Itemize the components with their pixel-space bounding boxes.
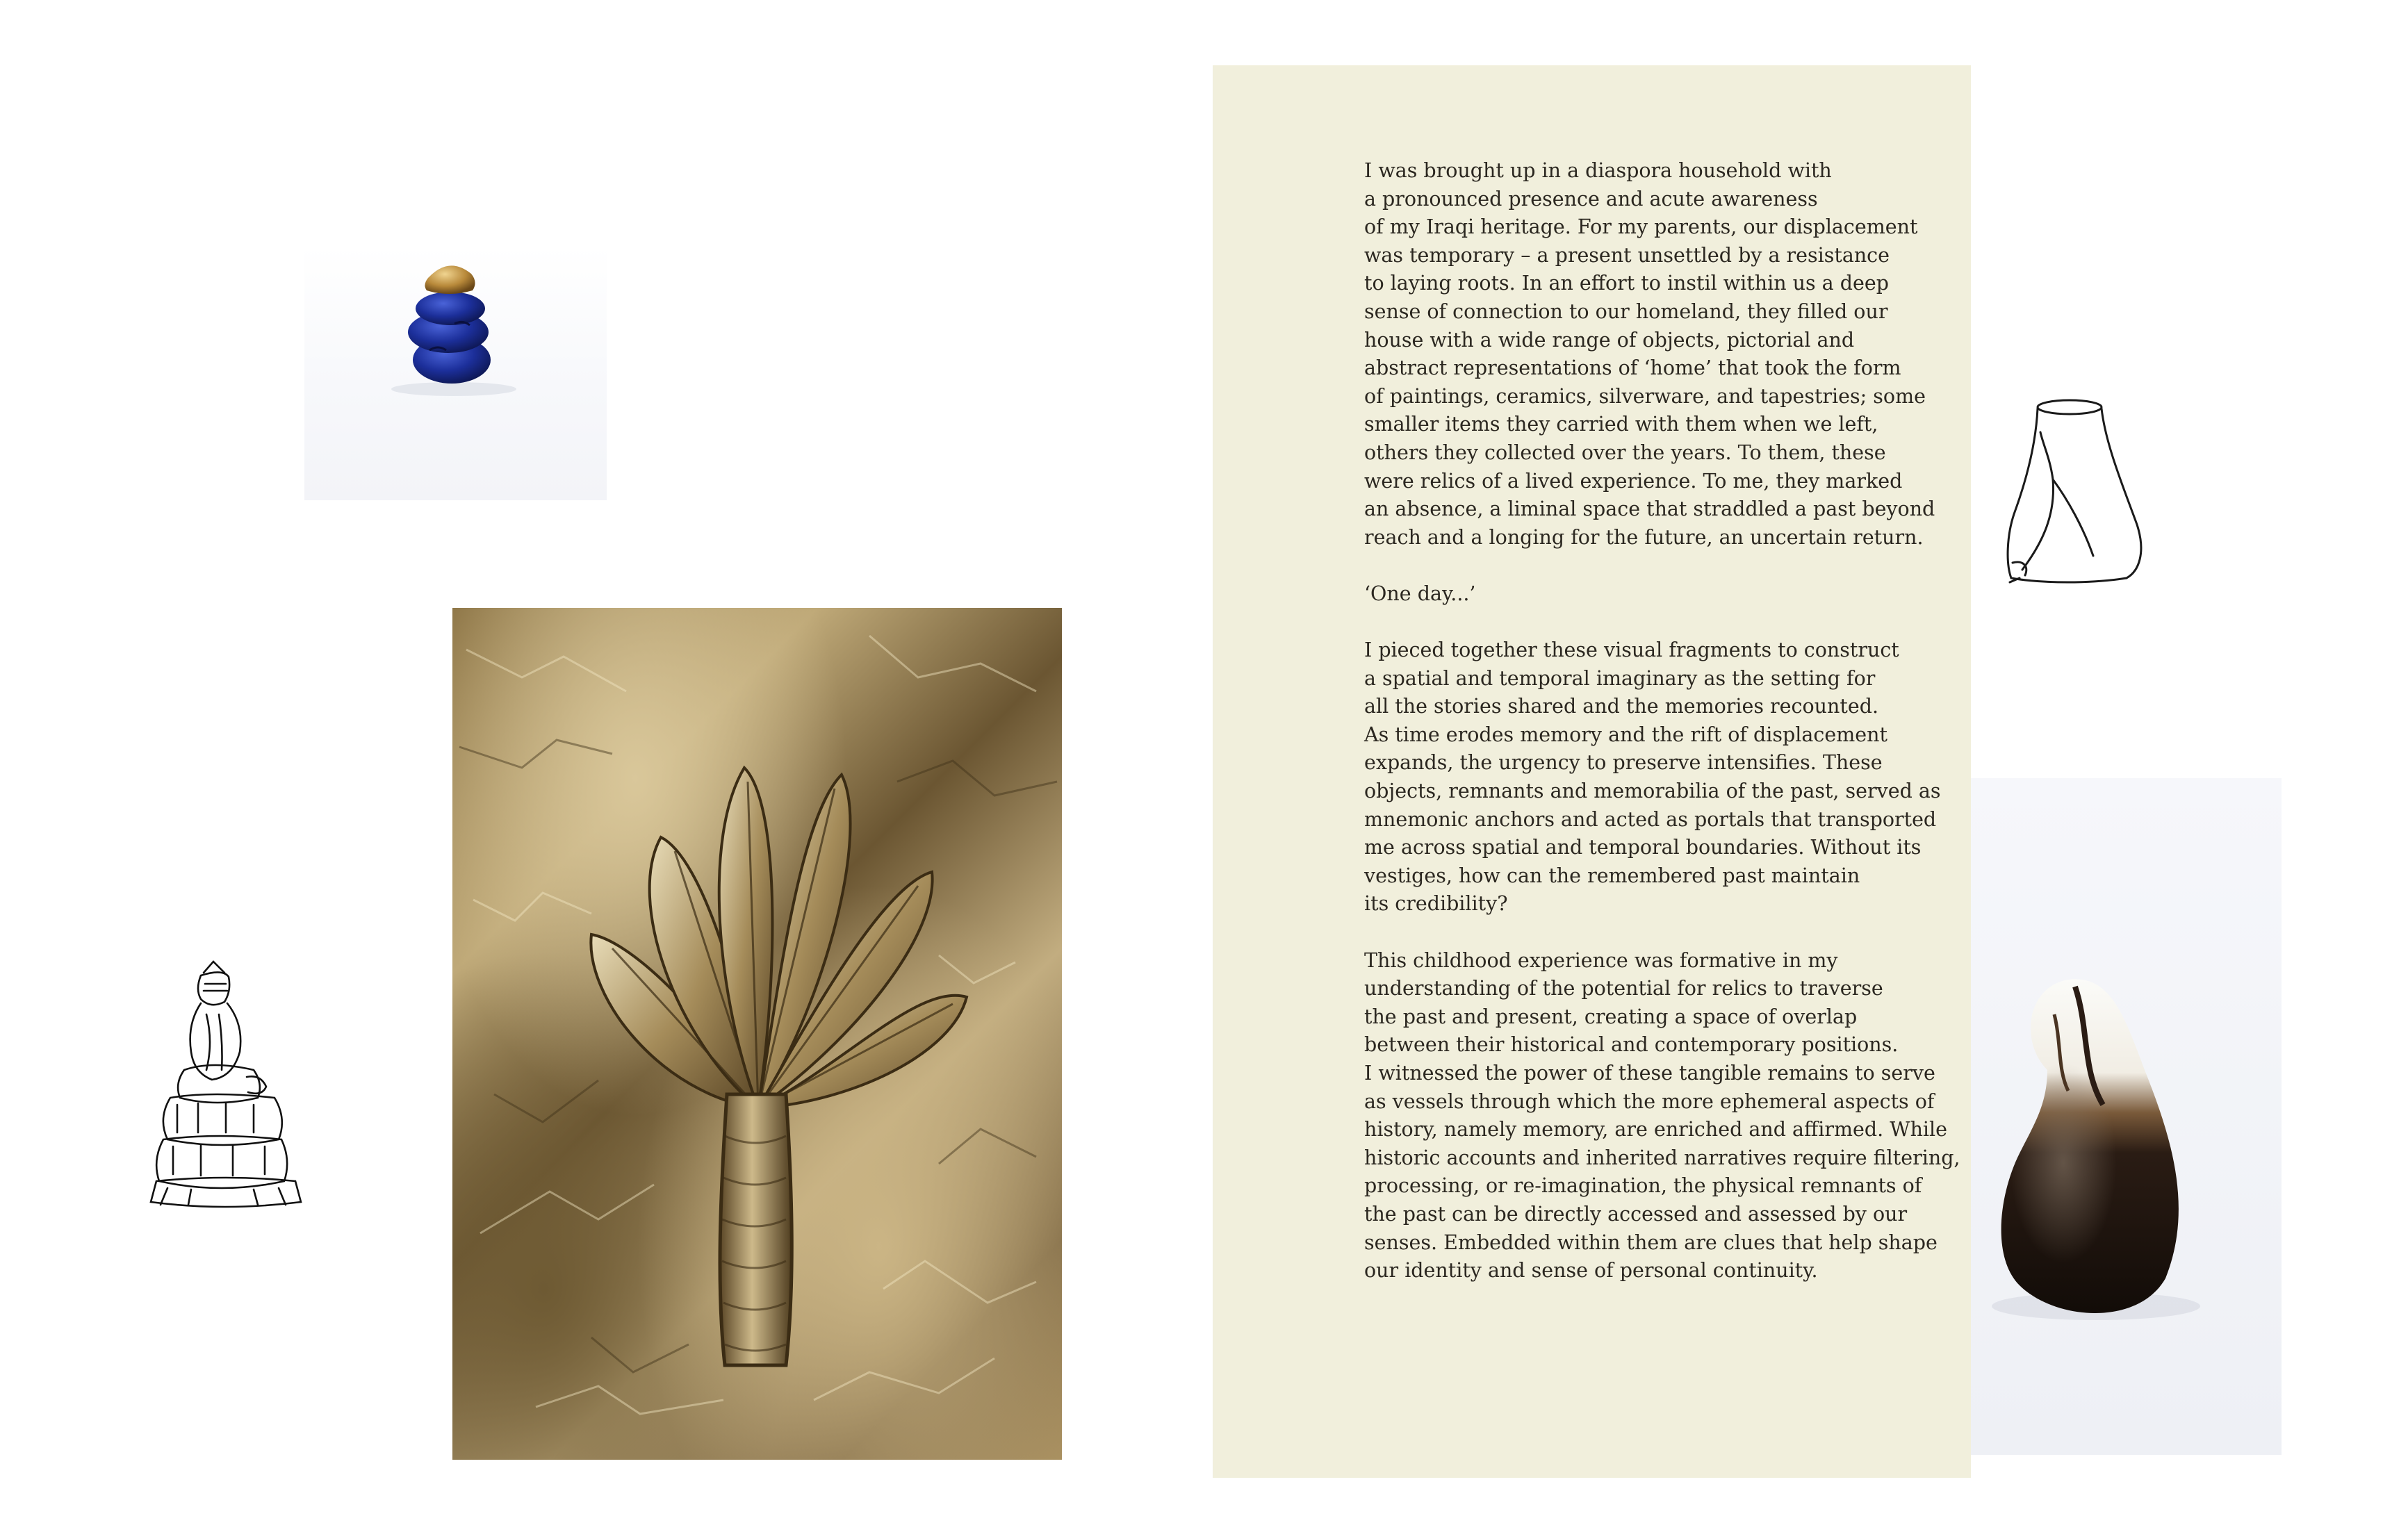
text-line: the past and present, creating a space of overlap — [1364, 1005, 1858, 1028]
text-line: I witnessed the power of these tangible remains to serve — [1364, 1062, 1935, 1085]
paragraph-3 — [1364, 636, 1941, 919]
text-line: all the stories shared and the memories recounted. — [1364, 695, 1878, 718]
text-line: understanding of the potential for relics to traverse — [1364, 977, 1883, 1000]
photo-blue-ceramic — [304, 246, 607, 500]
text-line: me across spatial and temporal boundaries. Without its — [1364, 836, 1922, 859]
text-line: abstract representations of ‘home’ that took the form — [1364, 356, 1901, 380]
text-line: as vessels through which the more ephemeral aspects of — [1364, 1089, 1935, 1113]
text-line: processing, or re-imagination, the physical remnants of — [1364, 1174, 1922, 1198]
text-line: I was brought up in a diaspora household with — [1364, 159, 1832, 182]
text-line: a pronounced presence and acute awareness — [1364, 187, 1818, 211]
text-line: others they collected over the years. To them, these — [1364, 440, 1886, 464]
text-line: This childhood experience was formative in my — [1364, 948, 1838, 972]
text-line: its credibility? — [1364, 892, 1508, 916]
text-line: sense of connection to our homeland, they filled our — [1364, 299, 1888, 323]
sketch-vessel — [2001, 396, 2154, 591]
text-line: of my Iraqi heritage. For my parents, our displacement — [1364, 215, 1918, 239]
essay-text — [1364, 157, 1960, 1313]
seated-figure-line-drawing — [142, 959, 306, 1209]
text-line: between their historical and contemporary positions. — [1364, 1033, 1899, 1057]
paragraph-4 — [1364, 947, 1960, 1285]
text-line: our identity and sense of personal continuity. — [1364, 1259, 1818, 1283]
photo-dark-glazed-stone — [1971, 778, 2282, 1455]
text-line: historic accounts and inherited narratives require filtering, — [1364, 1146, 1960, 1169]
text-line: were relics of a lived experience. To me, they marked — [1364, 469, 1903, 493]
text-line: history, namely memory, are enriched and affirmed. While — [1364, 1118, 1948, 1142]
text-line: vestiges, how can the remembered past maintain — [1364, 864, 1860, 887]
text-line: mnemonic anchors and acted as portals that transported — [1364, 807, 1937, 831]
text-line: As time erodes memory and the rift of displacement — [1364, 723, 1887, 746]
text-line: senses. Embedded within them are clues that help shape — [1364, 1230, 1938, 1254]
photo-gold-foil-palm-relief — [452, 608, 1062, 1460]
paragraph-1 — [1364, 157, 1934, 552]
text-line: smaller items they carried with them when we left, — [1364, 413, 1878, 436]
glazed-stone-object — [1971, 778, 2282, 1455]
text-line: I pieced together these visual fragments to construct — [1364, 639, 1899, 662]
essay-text-panel — [1213, 65, 1971, 1478]
text-line: ‘One day...’ — [1364, 582, 1476, 605]
text-line: an absence, a liminal space that straddled a past beyond — [1364, 497, 1935, 521]
sketch-seated-figure — [142, 959, 306, 1209]
text-line: a spatial and temporal imaginary as the setting for — [1364, 666, 1876, 690]
text-line: the past can be directly accessed and assessed by our — [1364, 1202, 1908, 1226]
blue-ceramic-figure — [304, 246, 607, 500]
paragraph-2 — [1364, 580, 1934, 609]
text-line: reach and a longing for the future, an uncertain return. — [1364, 525, 1924, 549]
text-line: of paintings, ceramics, silverware, and tapestries; some — [1364, 384, 1926, 408]
vessel-line-drawing — [2001, 396, 2154, 591]
text-line: objects, remnants and memorabilia of the past, served as — [1364, 780, 1941, 803]
text-line: expands, the urgency to preserve intensifies. These — [1364, 751, 1883, 775]
text-line: house with a wide range of objects, pictorial and — [1364, 328, 1855, 352]
text-line: was temporary – a present unsettled by a resistance — [1364, 243, 1890, 267]
text-line: to laying roots. In an effort to instil within us a deep — [1364, 272, 1889, 295]
palm-relief-illustration — [452, 608, 1062, 1460]
